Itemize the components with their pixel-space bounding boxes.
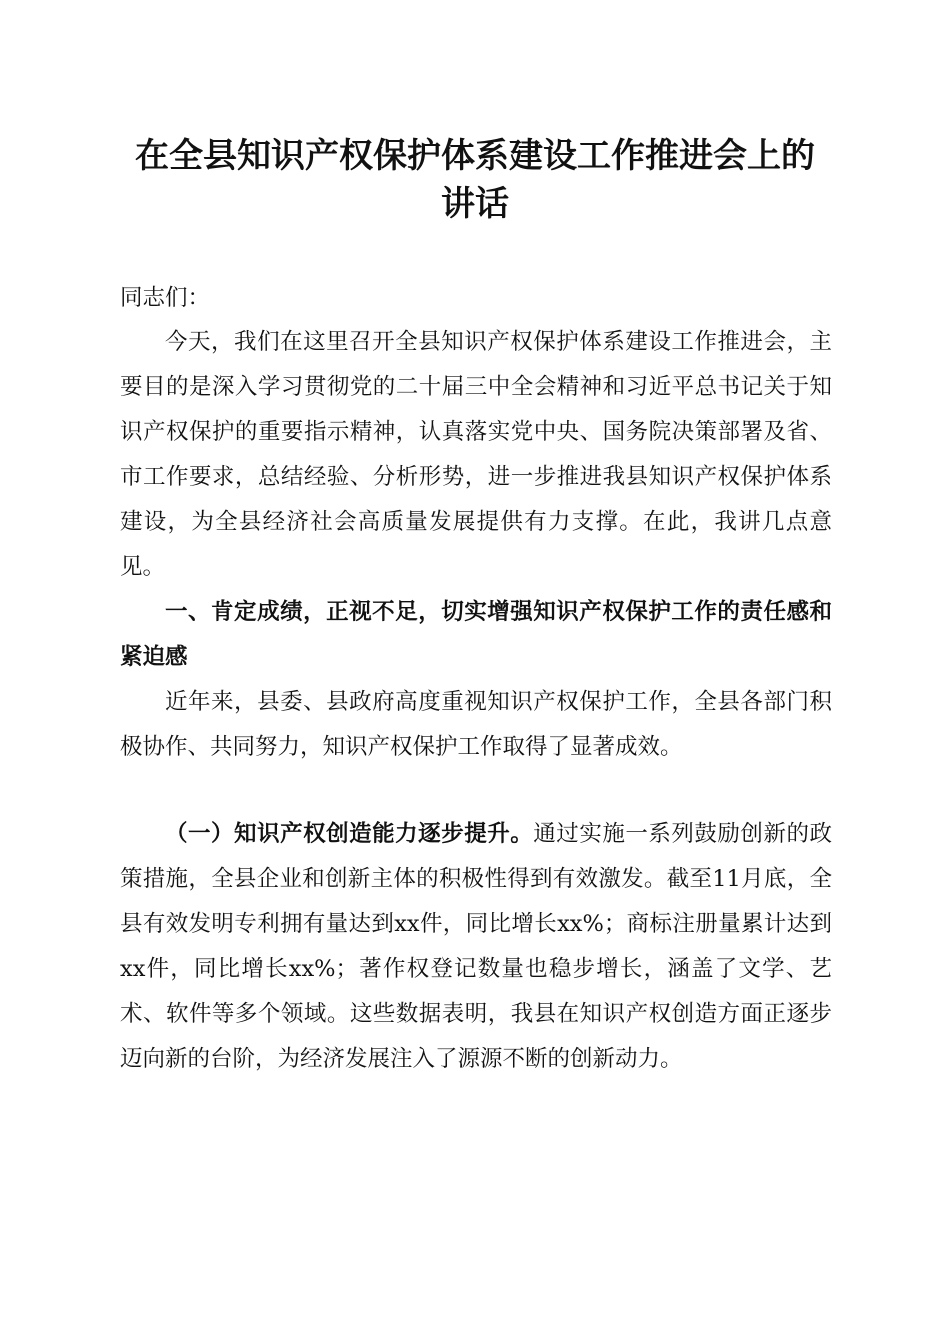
subsection-1-heading: （一）知识产权创造能力逐步提升。 [165,821,534,847]
subsection-1-text: 通过实施一系列鼓励创新的政策措施，全县企业和创新主体的积极性得到有效激发。截至11月底，全县有效发明专利拥有量达到xx件，同比增长xx%；商标注册量累计达到xx件，同比增长xx%；著作权登记数量也稳步增长，涵盖了文学、艺术、软件等多个领域。这些数据表明，我县在知识产权创造方面正逐步迈向新的台阶，为经济发展注入了源源不断的创新动力。 [120,821,832,1072]
subsection-1-paragraph [120,812,832,1082]
title-line-1: 在全县知识产权保护体系建设工作推进会上的 [135,136,815,176]
title-line-2: 讲话 [441,184,509,224]
section-1-heading: 一、肯定成绩，正视不足，切实增强知识产权保护工作的责任感和紧迫感 [120,599,832,670]
document-title [110,132,840,228]
intro-paragraph: 今天，我们在这里召开全县知识产权保护体系建设工作推进会，主要目的是深入学习贯彻党的二十届三中全会精神和习近平总书记关于知识产权保护的重要指示精神，认真落实党中央、国务院决策部署及省、市工作要求，总结经验、分析形势，进一步推进我县知识产权保护体系建设，为全县经济社会高质量发展提供有力支撑。在此，我讲几点意见。 [120,329,832,580]
section-1-paragraph: 近年来，县委、县政府高度重视知识产权保护工作，全县各部门积极协作、共同努力，知识产权保护工作取得了显著成效。 [120,689,832,760]
salutation: 同志们： [120,285,211,311]
